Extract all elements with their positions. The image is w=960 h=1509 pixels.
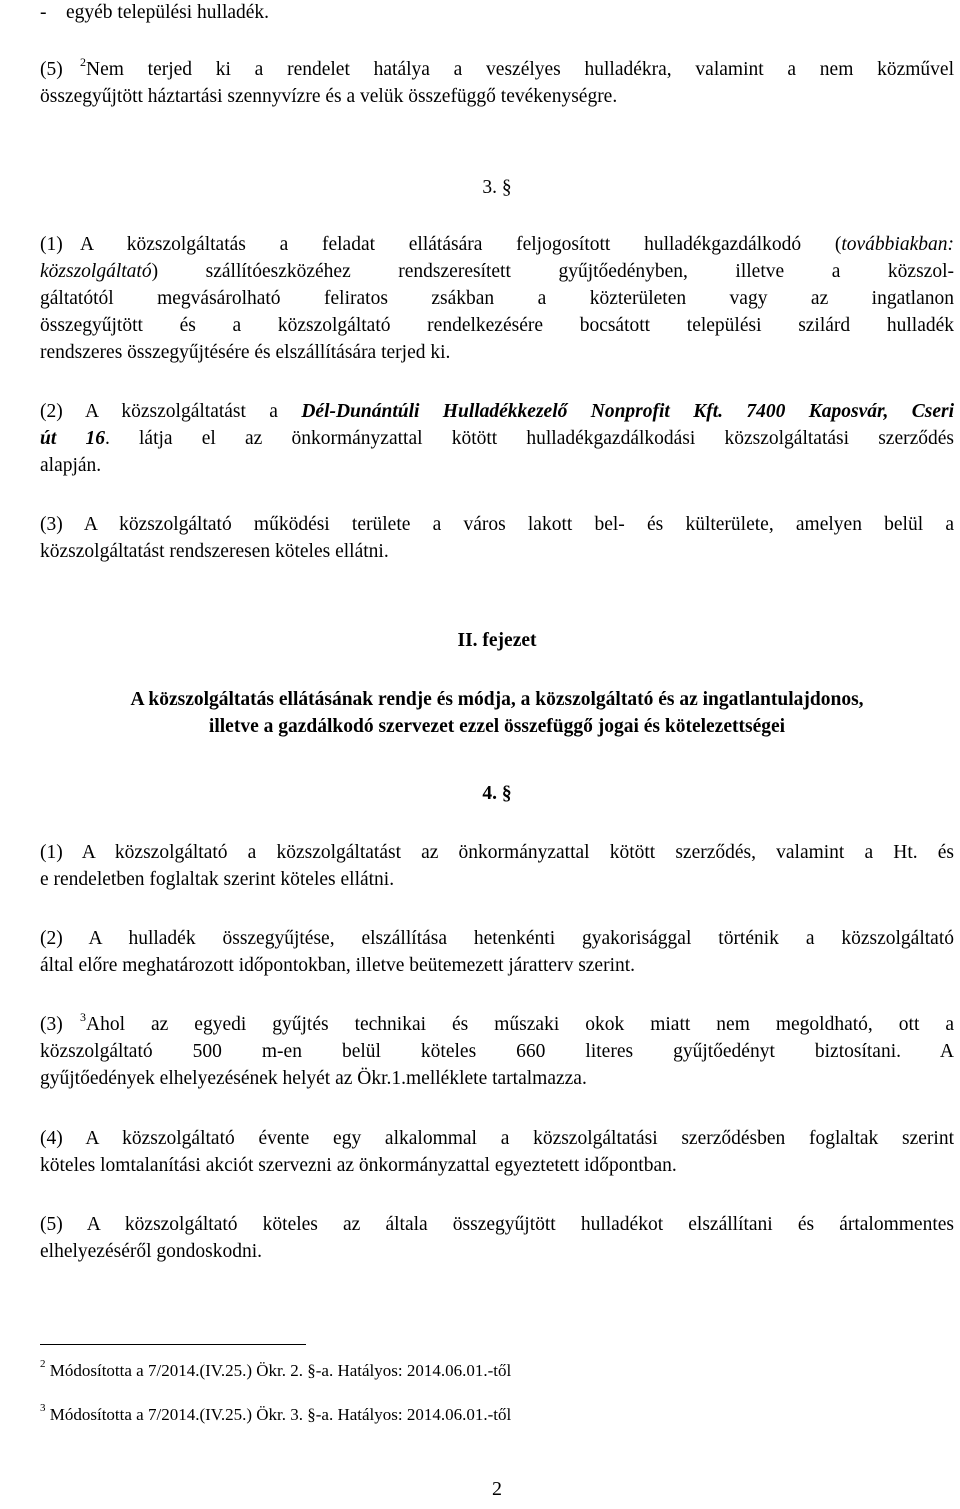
page-number: 2 <box>492 1478 502 1500</box>
paragraph-4-3-line1: (3) $^3$Ahol az egyedi gyűjtés technikai és műszaki okok miatt nem megoldható, ott a <box>40 1009 954 1035</box>
paragraph-3-1-line4: összegyűjtött és a közszolgáltató rendelkezésére bocsátott települési szilárd hulladék <box>40 315 954 336</box>
section-heading-3: 3. § <box>482 177 512 198</box>
paragraph-3-3-line2: közszolgáltatást rendszeresen köteles ellátni. <box>40 541 389 562</box>
paragraph-4-1-line1: (1) A közszolgáltató a közszolgáltatást az önkormányzattal kötött szerződés, valamint a Ht. és <box>40 842 954 863</box>
paragraph-3-2-line3: alapján. <box>40 455 102 476</box>
paragraph-3-2-line1: (2) A közszolgáltatást a Dél-Dunántúli Hulladékkezelő Nonprofit Kft. 7400 Kaposvár, Cseri <box>40 401 954 422</box>
paragraph-5-line1: (5) $^2$Nem terjed ki a rendelet hatálya a veszélyes hulladékra, valamint a nem közművel <box>40 54 954 80</box>
chapter-title-line2: illetve a gazdálkodó szervezet ezzel összefüggő jogai és kötelezettségei <box>208 716 786 737</box>
paragraph-4-5-line1: (5) A közszolgáltató köteles az általa összegyűjtött hulladékot elszállítani és ártalommentes <box>40 1214 954 1235</box>
paragraph-3-3-line1: (3) A közszolgáltató működési területe a város lakott bel- és külterülete, amelyen belül a <box>40 514 954 535</box>
footnote-ref-2: 2 <box>80 54 86 69</box>
paragraph-3-1-line5: rendszeres összegyűjtésére és elszállítására terjed ki. <box>40 342 451 363</box>
paragraph-4-3-line3: gyűjtőedények elhelyezésének helyét az Ökr.1.melléklete tartalmazza. <box>40 1068 587 1089</box>
paragraph-3-1-line2: közszolgáltató) szállítóeszközéhez rendszeresített gyűjtőedényben, illetve a közszol- <box>40 261 954 282</box>
paragraph-4-2-line1: (2) A hulladék összegyűjtése, elszállítása hetenkénti gyakorisággal történik a közszolgáltató <box>40 928 954 949</box>
footnote-3: $^3$ Módosította a 7/2014.(IV.25.) Ökr. 3. §-a. Hatályos: 2014.06.01.-től <box>40 1402 512 1424</box>
footnote-2: $^2$ Módosította a 7/2014.(IV.25.) Ökr. 2. §-a. Hatályos: 2014.06.01.-től <box>40 1358 512 1380</box>
chapter-heading: II. fejezet <box>457 630 537 651</box>
paragraph-4-1-line2: e rendeletben foglaltak szerint köteles ellátni. <box>40 869 395 890</box>
list-item-dash: - egyéb települési hulladék. <box>40 2 270 23</box>
paragraph-3-1-line3: gáltatótól megvásárolható feliratos zsákban a közterületen vagy az ingatlanon <box>40 288 954 309</box>
chapter-title-line1: A közszolgáltatás ellátásának rendje és módja, a közszolgáltató és az ingatlantulajdonos, <box>130 689 864 710</box>
footnote-ref-3: 3 <box>80 1009 86 1024</box>
footnote-separator <box>40 1344 306 1345</box>
paragraph-4-2-line2: által előre meghatározott időpontokban, illetve beütemezett járatterv szerint. <box>40 955 636 976</box>
paragraph-4-4-line2: köteles lomtalanítási akciót szervezni az önkormányzattal egyeztetett időpontban. <box>40 1155 677 1176</box>
paragraph-4-4-line1: (4) A közszolgáltató évente egy alkalommal a közszolgáltatási szerződésben foglaltak szerint <box>40 1128 954 1149</box>
paragraph-4-5-line2: elhelyezéséről gondoskodni. <box>40 1241 263 1262</box>
paragraph-4-3-line2: közszolgáltató 500 m-en belül köteles 660 literes gyűjtőedényt biztosítani. A <box>40 1041 954 1062</box>
paragraph-3-2-line2: út 16. látja el az önkormányzattal kötött hulladékgazdálkodási közszolgáltatási szerződés <box>40 428 955 449</box>
paragraph-3-1-line1: (1) A közszolgáltatás a feladat ellátására feljogosított hulladékgazdálkodó (továbbiakban: <box>40 234 954 255</box>
section-heading-4: 4. § <box>482 783 512 804</box>
paragraph-5-line2: összegyűjtött háztartási szennyvízre és a velük összefüggő tevékenységre. <box>40 86 618 107</box>
